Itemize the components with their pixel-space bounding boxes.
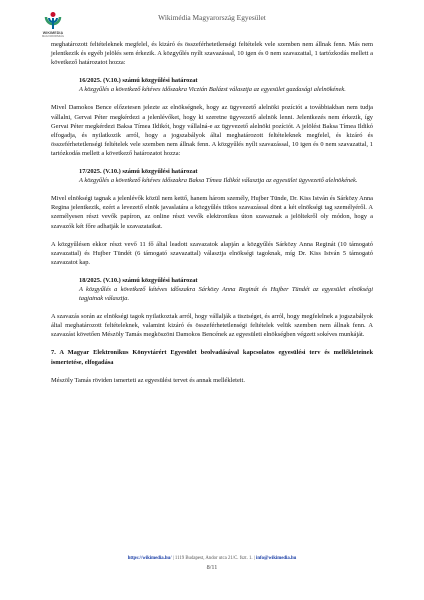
email-link[interactable]: info@wikimedia.hu — [255, 556, 297, 561]
resolution-title: 17/2025. (V.10.) számú közgyűlési határozat — [79, 168, 198, 176]
footer-address: | 1119 Budapest, Andor utca 21/C. fszt. 1. | — [171, 556, 256, 561]
logo-name: WIKIMEDIA — [42, 31, 64, 35]
website-link[interactable]: https://wikimedia.hu/ — [127, 556, 172, 561]
paragraph: A közgyűlésen ekkor részt vevő 11 fő által leadott szavazatok alapján a közgyűlés Sárközy Anna Reginát (10 támogató szavazattal) és Hujber Tündét (6 támogató szavazattal) választja elnökségi tagoknak, míg Dr. Kiss István 5 támogató szavazatot kap. — [51, 240, 373, 266]
resolution-title: 18/2025. (V.10.) számú közgyűlési határozat — [79, 276, 198, 284]
resolution-block — [79, 167, 373, 185]
header-title: Wikimédia Magyarország Egyesület — [158, 13, 266, 22]
logo-subtitle: MAGYARORSZÁG — [41, 35, 64, 38]
page-number: 8/11 — [206, 564, 218, 571]
paragraph: meghatározott feltételeknek megfelel, és kizáró és összeférhetetlenségi feltételek vele szemben nem állnak fenn. Más nem jelentkezik és egyéb jelölés sem érkezik. A közgyűlés nyílt szavazással, 10 igen és 0 nem szavazattal, 1 tartózkodás mellett a következő határozatot hozza: — [51, 41, 373, 67]
paragraph: Mivel elnökségi tagnak a jelenlévők közül nem kettő, hanem három személy, Hujber Tünde, Dr. Kiss István és Sárközy Anna Regina jelentkezik, ezért a levezető elnök javaslatára a közgyűlés titkos szavazással dönt a két elnökségi tag személyéről. A személyesen részt vevők papíron, az online részt vevők elektronikus úton szavaznak a jelöltekről oly módon, hogy a szavazók két főre adhatják le szavazataikat. — [51, 195, 373, 230]
document-body — [51, 40, 373, 385]
paragraph: Mivel Damokos Bence előzetesen jelezte az elnökségnek, hogy az ügyvezető alelnöki pozíciót a továbbiakban nem tudja vállalni, Gervai Péter megkérdezi a jelenlévőket, hogy ki szeretne ügyvezető alelnök lenni. Jelentkezés nem érkezik, így Gervai Péter megkérdezi Baksa Tímea Ildikót, hogy vállalná-e az ügyvezető alelnöki pozíciót. A jelölést Baksa Tímea Ildikó elfogadja, és nyilatkozik arról, hogy a jogszabályok által meghatározott feltételeknek megfelel, és kizáró és összeférhetetlenségi feltételek vele szemben nem állnak fenn. A közgyűlés nyílt szavazással, 10 igen és 0 nem szavazattal, 1 tartózkodás mellett a következő határozatot hozza: — [51, 104, 373, 157]
resolution-block — [79, 276, 373, 303]
resolution-text: A közgyűlés a következő kétéves időszakra Sárközy Anna Reginát és Hujber Tündét az egyesület elnökségi tagjainak választja. — [79, 285, 373, 303]
resolution-title: 16/2025. (V.10.) számú közgyűlési határozat — [79, 77, 198, 85]
resolution-text: A közgyűlés a következő kétéves időszakra Baksa Tímea Ildikót választja az egyesület ügyvezető alelnökének. — [79, 177, 358, 185]
paragraph: A szavazás során az elnökségi tagok nyilatkoztak arról, hogy vállalják a tisztséget, és arról, hogy megfelelnek a jogszabályok által meghatározott feltételeknek, valamint kizáró és összeférhetetlenségi feltételek velük szemben nem állnak fenn. A szavazást követően Mészöly Tamás megköszöni Damokos Bencének az egyesületi elnökségben végzett sokéves munkáját. — [51, 313, 373, 339]
paragraph: Mészöly Tamás röviden ismerteti az egyesülési tervet és annak mellékleteit. — [51, 376, 245, 384]
section-heading: 7. A Magyar Elektronikus Könyvtárért Egyesület beolvadásával kapcsolatos egyesülési terv és mellékleteinek ismertetése, elfogadása — [51, 349, 373, 366]
resolution-block — [79, 76, 373, 94]
footer — [0, 556, 424, 561]
resolution-text: A közgyűlés a következő kétéves időszakra Viczián Balázst választja az egyesület gazdasági alelnökének. — [79, 86, 346, 94]
